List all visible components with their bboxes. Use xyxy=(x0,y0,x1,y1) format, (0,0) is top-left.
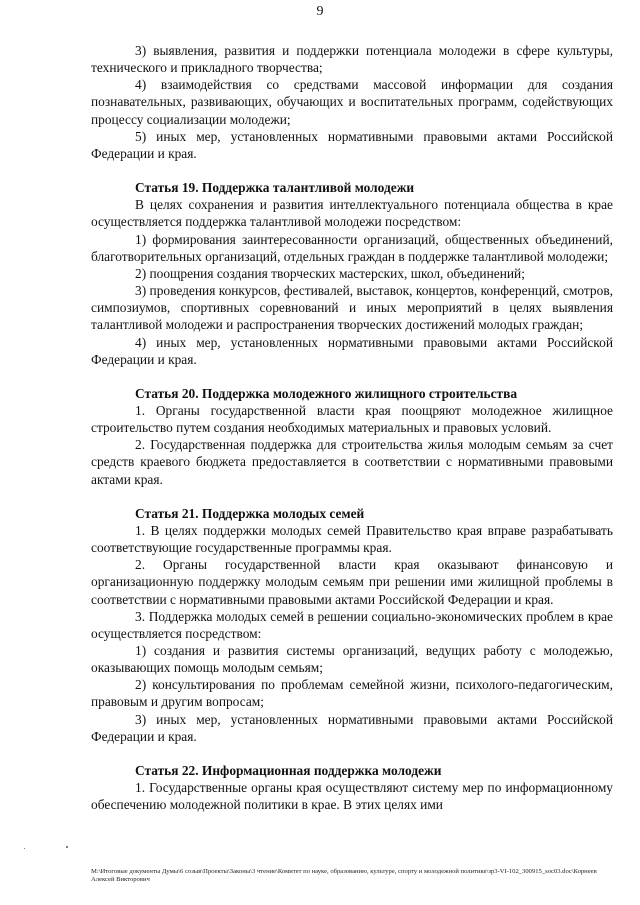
section-spacer xyxy=(91,162,613,179)
paragraph: 4) взаимодействия со средствами массовой информации для создания познавательных, развивающих, обучающих и воспитательных программ, содействующих процессу социализации молодежи; xyxy=(91,77,613,127)
document-body xyxy=(91,42,613,813)
section-spacer xyxy=(91,745,613,762)
paragraph: В целях сохранения и развития интеллектуального потенциала общества в крае осуществляется поддержка талантливой молодежи посредством: xyxy=(91,197,613,230)
paragraph: 2) консультирования по проблемам семейной жизни, психолого-педагогическим, правовым и другим вопросам; xyxy=(91,677,613,710)
article-heading: Статья 20. Поддержка молодежного жилищного строительства xyxy=(135,385,518,401)
paragraph: 3) иных мер, установленных нормативными правовыми актами Российской Федерации и края. xyxy=(91,711,613,744)
paragraph: 1. В целях поддержки молодых семей Правительство края вправе разрабатывать соответствующие государственные программы края. xyxy=(91,522,613,556)
paragraph: 1) формирования заинтересованности организаций, общественных объединений, благотворительных организаций, отдельных граждан в поддержке талантливой молодежи; xyxy=(91,231,613,264)
paragraph: 1. Органы государственной власти края поощряют молодежное жилищное строительство путем создания необходимых материальных и правовых условий. xyxy=(91,402,613,436)
article-heading: Статья 22. Информационная поддержка молодежи xyxy=(135,762,442,778)
paragraph: 5) иных мер, установленных нормативными правовыми актами Российской Федерации и края. xyxy=(91,128,613,161)
paragraph: 2. Органы государственной власти края оказывают финансовую и организационную поддержку молодым семьям при решении ими жилищной проблемы в соответствии с нормативными правовыми актами Российской Федерации и края. xyxy=(91,557,613,607)
scan-speck xyxy=(66,846,68,848)
section-spacer xyxy=(91,488,613,505)
scan-speck xyxy=(24,848,25,849)
page-number: 9 xyxy=(316,4,324,19)
paragraph: 3) проведения конкурсов, фестивалей, выставок, концертов, конференций, смотров, симпозиумов, спортивных соревнований и иных мероприятий в целях выявления талантливой молодежи и распространения творческих достижений молодых граждан; xyxy=(91,283,613,333)
paragraph: 3. Поддержка молодых семей в решении социально-экономических проблем в крае осуществляется посредством: xyxy=(91,608,613,641)
paragraph: 2. Государственная поддержка для строительства жилья молодым семьям за счет средств краевого бюджета предоставляется в соответствии с нормативными правовыми актами края. xyxy=(91,437,613,487)
paragraph: 1) создания и развития системы организаций, ведущих работу с молодежью, оказывающих помощь молодым семьям; xyxy=(91,643,613,676)
paragraph: 2) поощрения создания творческих мастерских, школ, объединений; xyxy=(135,265,525,281)
paragraph: 1. Государственные органы края осуществляют систему мер по информационному обеспечению молодежной политики в крае. В этих целях ими xyxy=(91,780,613,813)
paragraph: 3) выявления, развития и поддержки потенциала молодежи в сфере культуры, технического и прикладного творчества; xyxy=(91,43,613,76)
section-spacer xyxy=(91,368,613,385)
footer-file-path: M:\Итоговые документы Думы\6 созыв\Проекты\Законы\3 чтение\Комитет по науке, образованию, культуре, спорту и молодежной политике\зр3-VI-102_300915_soc03.doc\Корнеев Алексей Викторович xyxy=(91,868,597,884)
article-heading: Статья 21. Поддержка молодых семей xyxy=(135,505,365,521)
article-heading: Статья 19. Поддержка талантливой молодежи xyxy=(135,180,415,196)
paragraph: 4) иных мер, установленных нормативными правовыми актами Российской Федерации и края. xyxy=(91,334,613,367)
